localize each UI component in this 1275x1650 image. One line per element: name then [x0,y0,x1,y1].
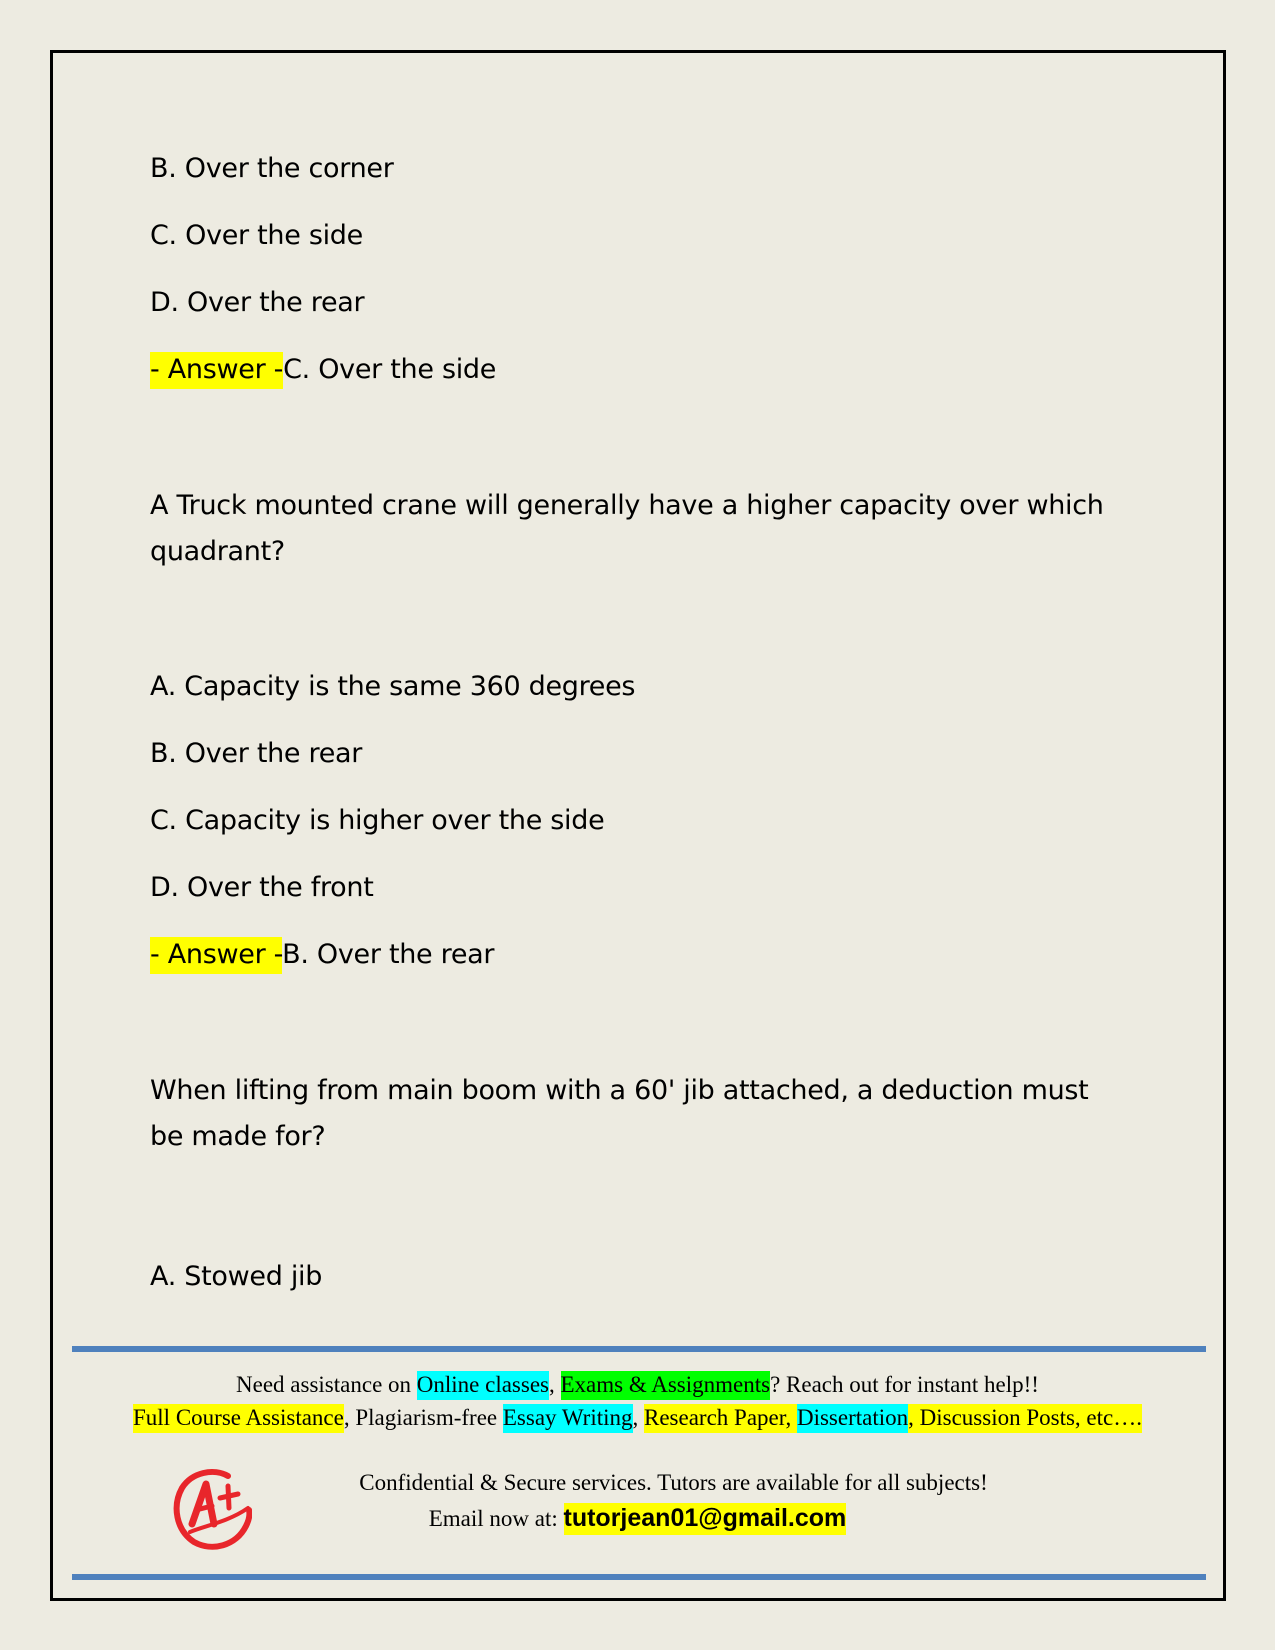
answer-tag: - Answer - [150,937,282,974]
q3-question-line-1: When lifting from main boom with a 60' jib attached, a deduction must [150,1075,1089,1106]
q2-question-line-1: A Truck mounted crane will generally have a higher capacity over which [150,490,1104,521]
footer-text: , Plagiarism-free [343,1405,503,1430]
essay-writing-highlight: Essay Writing [503,1404,633,1433]
footer-text: , [632,1405,644,1430]
footer-line-3: Confidential & Secure services. Tutors are available for all subjects! [359,1470,988,1495]
q3-question-line-2: be made for? [150,1121,326,1152]
full-course-highlight: Full Course Assistance [133,1404,344,1433]
footer-line-4 [0,1503,1275,1534]
footer-text: , [549,1372,561,1397]
online-classes-highlight: Online classes [417,1371,549,1400]
footer-text: Need assistance on [236,1372,417,1397]
q2-option-b: B. Over the rear [150,738,363,769]
discussion-posts-highlight: , Discussion Posts, etc…. [908,1404,1142,1433]
email-label: Email now at: [428,1506,564,1531]
q1-option-b: B. Over the corner [150,153,394,184]
q2-answer: B. Over the rear [282,939,495,970]
research-paper-highlight: Research Paper, [644,1404,797,1433]
q1-answer-line [150,347,496,393]
q2-option-d: D. Over the front [150,872,374,903]
q2-option-c: C. Capacity is higher over the side [150,805,605,836]
footer-line-2 [0,1403,1275,1433]
q1-answer: C. Over the side [283,354,497,385]
q2-answer-line [150,932,494,978]
footer-rule-top [72,1346,1206,1352]
q2-question-line-2: quadrant? [150,536,285,567]
footer-text: ? Reach out for instant help!! [770,1372,1039,1397]
q2-option-a: A. Capacity is the same 360 degrees [150,671,636,702]
exams-highlight: Exams & Assignments [561,1371,771,1400]
q3-option-a: A. Stowed jib [150,1261,323,1292]
q1-option-d: D. Over the rear [150,287,365,318]
email-link[interactable]: tutorjean01@gmail.com [564,1503,847,1535]
footer-line-1 [0,1370,1275,1400]
answer-tag: - Answer - [150,352,283,389]
q1-option-c: C. Over the side [150,220,363,251]
footer-rule-bottom [72,1574,1206,1580]
dissertation-highlight: Dissertation [797,1404,908,1433]
